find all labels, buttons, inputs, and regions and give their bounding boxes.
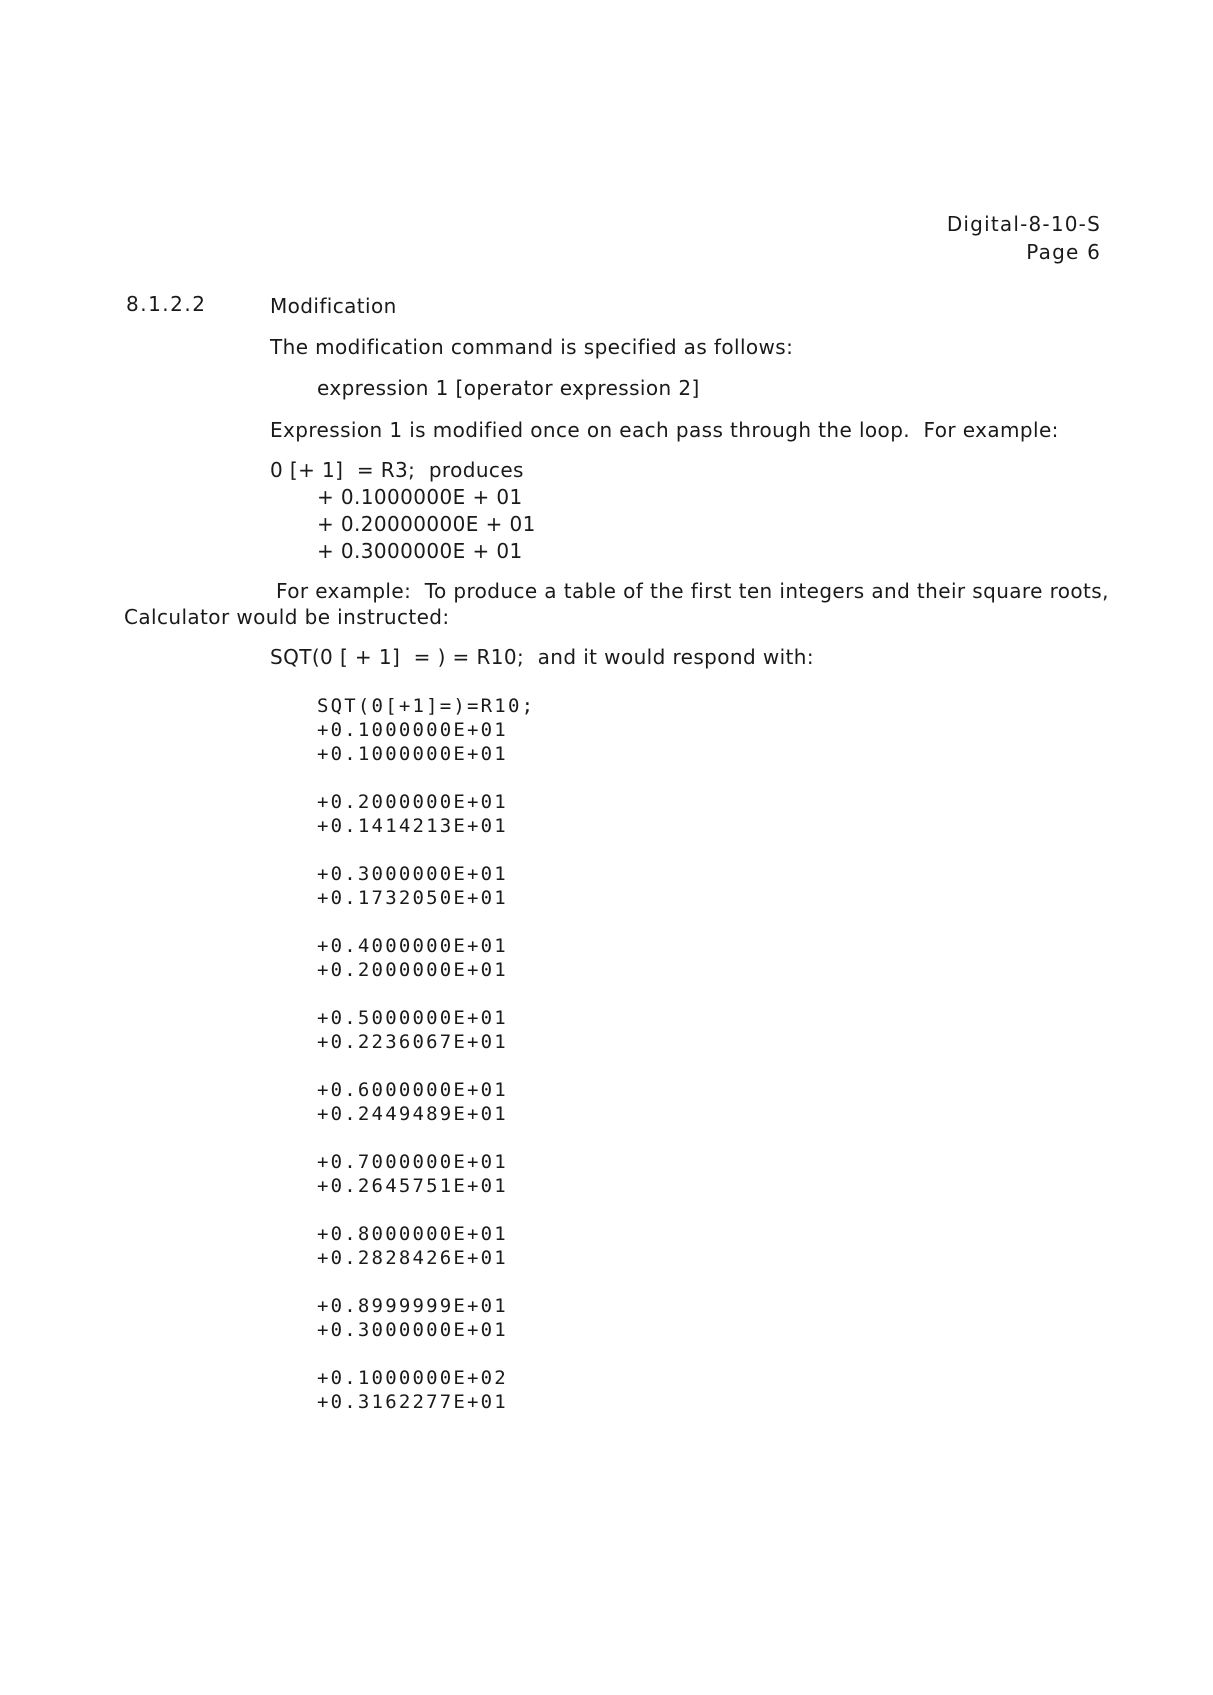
output-root: +0.2449489E+01 — [317, 1103, 508, 1125]
paragraph-square-roots-line1: For example: To produce a table of the first ten integers and their square roots, — [276, 579, 1109, 603]
paragraph-modification-intro: The modification command is specified as follows: — [270, 335, 794, 359]
output-root: +0.1000000E+01 — [317, 743, 508, 765]
output-root: +0.2645751E+01 — [317, 1175, 508, 1197]
output-root: +0.3162277E+01 — [317, 1391, 508, 1413]
output-echo: SQT(0[+1]=)=R10; — [317, 695, 536, 717]
output-value: +0.1000000E+02 — [317, 1367, 508, 1389]
output-root: +0.1414213E+01 — [317, 815, 508, 837]
paragraph-square-roots-line2: Calculator would be instructed: — [124, 605, 450, 629]
paragraph-loop-modification: Expression 1 is modified once on each pass through the loop. For example: — [270, 418, 1059, 442]
output-value: +0.4000000E+01 — [317, 935, 508, 957]
output-value: +0.6000000E+01 — [317, 1079, 508, 1101]
calculator-output — [317, 694, 535, 1414]
output-value: +0.3000000E+01 — [317, 863, 508, 885]
output-value: +0.5000000E+01 — [317, 1007, 508, 1029]
output-value: +0.8000000E+01 — [317, 1223, 508, 1245]
sqt-command-line: SQT(0 [ + 1] = ) = R10; and it would respond with: — [270, 645, 815, 669]
syntax-line: expression 1 [operator expression 2] — [317, 376, 700, 400]
output-root: +0.1732050E+01 — [317, 887, 508, 909]
output-value: +0.7000000E+01 — [317, 1151, 508, 1173]
document-id: Digital-8-10-S — [946, 212, 1101, 236]
output-root: +0.2000000E+01 — [317, 959, 508, 981]
output-value: +0.8999999E+01 — [317, 1295, 508, 1317]
example-command: 0 [+ 1] = R3; produces — [270, 458, 524, 482]
output-root: +0.2236067E+01 — [317, 1031, 508, 1053]
output-root: +0.3000000E+01 — [317, 1319, 508, 1341]
section-title: Modification — [270, 294, 397, 318]
page-number: Page 6 — [1026, 240, 1101, 264]
output-root: +0.2828426E+01 — [317, 1247, 508, 1269]
output-value: +0.2000000E+01 — [317, 791, 508, 813]
example-output-line: + 0.20000000E + 01 — [317, 512, 536, 536]
example-output-line: + 0.3000000E + 01 — [317, 539, 523, 563]
section-number: 8.1.2.2 — [126, 292, 207, 316]
output-value: +0.1000000E+01 — [317, 719, 508, 741]
example-output-line: + 0.1000000E + 01 — [317, 485, 523, 509]
